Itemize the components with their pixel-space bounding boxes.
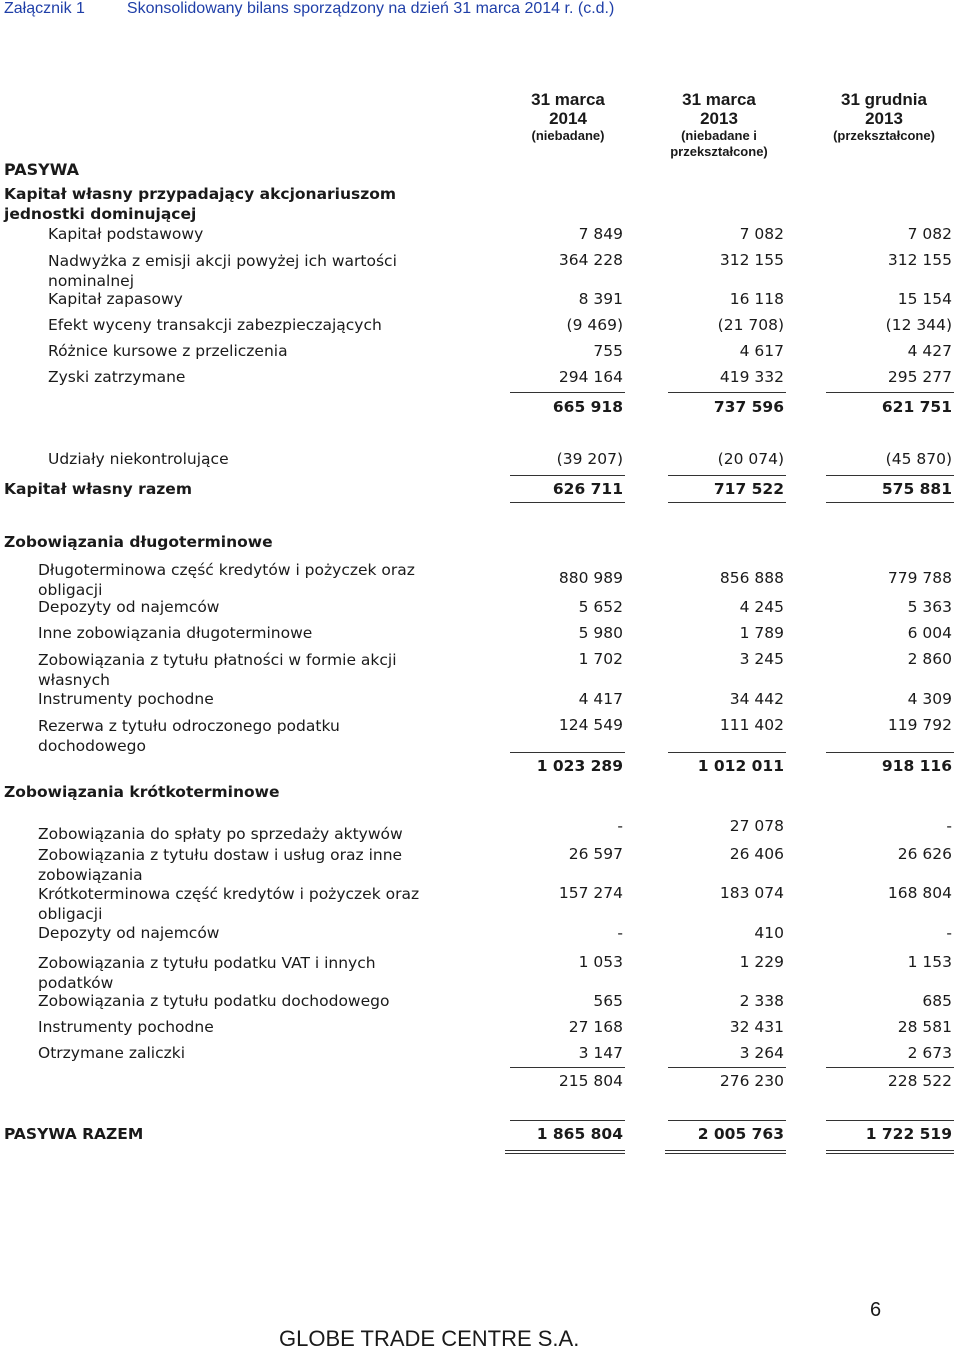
document-title: Skonsolidowany bilans sporządzony na dzień 31 marca 2014 r. (c.d.) <box>126 0 615 17</box>
value-2013-03: 1 012 011 <box>697 757 784 775</box>
value-2013-03: 183 074 <box>719 884 784 902</box>
value-2014-03: 7 849 <box>578 225 623 243</box>
value-2013-03: 4 617 <box>739 342 784 360</box>
value-2013-03: 3 245 <box>739 650 784 668</box>
value-2013-03: 26 406 <box>729 845 784 863</box>
rule <box>826 1120 954 1121</box>
value-2013-03: 3 264 <box>739 1044 784 1062</box>
value-2014-03: 565 <box>593 992 623 1010</box>
value-2014-03: 626 711 <box>552 480 623 498</box>
value-2014-03: 1 023 289 <box>536 757 623 775</box>
double-rule <box>826 1150 954 1154</box>
rule <box>826 752 954 753</box>
row-label: Zobowiązania do spłaty po sprzedaży aktywów <box>38 825 403 843</box>
rule <box>668 752 786 753</box>
rule <box>668 1120 786 1121</box>
row-label: Zyski zatrzymane <box>48 368 186 386</box>
column-2-note: (niebadane i przekształcone) <box>670 128 768 159</box>
value-2013-12: 119 792 <box>887 716 952 734</box>
column-1-note: (niebadane) <box>531 128 605 143</box>
value-2014-03: 294 164 <box>558 368 623 386</box>
value-2013-03: 27 078 <box>729 817 784 835</box>
pasywa-heading: PASYWA <box>4 160 80 179</box>
rule <box>826 475 954 476</box>
value-2013-12: 6 004 <box>907 624 952 642</box>
row-label: Depozyty od najemców <box>38 924 220 942</box>
row-label: Zobowiązania z tytułu podatku VAT i innych podatków <box>38 954 376 992</box>
row-label: Instrumenty pochodne <box>38 1018 214 1036</box>
value-2013-12: 621 751 <box>881 398 952 416</box>
page-number: 6 <box>870 1299 882 1321</box>
value-2013-12: 685 <box>922 992 952 1010</box>
page-header <box>4 0 614 18</box>
value-2013-03: 419 332 <box>719 368 784 386</box>
value-2014-03: 215 804 <box>558 1072 623 1090</box>
value-2013-12: 228 522 <box>887 1072 952 1090</box>
value-2013-12: - <box>946 924 952 942</box>
row-label: Krótkoterminowa część kredytów i pożyczek oraz obligacji <box>38 885 420 923</box>
value-2014-03: 755 <box>593 342 623 360</box>
st-section-heading: Zobowiązania krótkoterminowe <box>4 783 280 801</box>
row-label: Efekt wyceny transakcji zabezpieczających <box>48 316 382 334</box>
value-2013-12: 312 155 <box>887 251 952 269</box>
column-3-line1: 31 grudnia <box>841 90 927 109</box>
rule <box>668 475 786 476</box>
row-label: Udziały niekontrolujące <box>48 450 229 468</box>
value-2013-12: 575 881 <box>881 480 952 498</box>
column-header-1 <box>508 90 628 144</box>
value-2014-03: 27 168 <box>568 1018 623 1036</box>
value-2013-03: 32 431 <box>729 1018 784 1036</box>
value-2013-12: 779 788 <box>887 569 952 587</box>
value-2013-12: 4 309 <box>907 690 952 708</box>
value-2013-12: (12 344) <box>885 316 952 334</box>
value-2014-03: 364 228 <box>558 251 623 269</box>
value-2014-03: 124 549 <box>558 716 623 734</box>
rule <box>510 752 625 753</box>
value-2014-03: - <box>617 924 623 942</box>
value-2013-12: 918 116 <box>881 757 952 775</box>
value-2013-03: 312 155 <box>719 251 784 269</box>
value-2013-03: 276 230 <box>719 1072 784 1090</box>
double-rule <box>505 1150 625 1154</box>
value-2014-03: 880 989 <box>558 569 623 587</box>
value-2014-03: 26 597 <box>568 845 623 863</box>
row-label: Zobowiązania z tytułu podatku dochodowego <box>38 992 390 1010</box>
value-2014-03: 665 918 <box>552 398 623 416</box>
column-header-2 <box>652 90 786 160</box>
value-2013-03: 2 338 <box>739 992 784 1010</box>
value-2013-03: 410 <box>754 924 784 942</box>
row-label: Kapitał własny razem <box>4 480 192 498</box>
value-2014-03: (9 469) <box>566 316 623 334</box>
value-2013-12: (45 870) <box>885 450 952 468</box>
value-2013-03: 1 229 <box>739 953 784 971</box>
value-2013-03: 4 245 <box>739 598 784 616</box>
value-2014-03: 8 391 <box>578 290 623 308</box>
value-2013-12: 15 154 <box>897 290 952 308</box>
value-2014-03: 1 702 <box>578 650 623 668</box>
rule <box>668 392 786 393</box>
value-2013-12: 295 277 <box>887 368 952 386</box>
rule <box>510 1067 625 1068</box>
value-2013-12: 28 581 <box>897 1018 952 1036</box>
row-label: Kapitał podstawowy <box>48 225 204 243</box>
value-2013-12: 1 153 <box>907 953 952 971</box>
value-2013-03: 1 789 <box>739 624 784 642</box>
row-label: Zobowiązania z tytułu dostaw i usług oraz inne zobowiązania <box>38 846 403 884</box>
value-2014-03: 1 053 <box>578 953 623 971</box>
value-2013-03: 111 402 <box>719 716 784 734</box>
column-header-3 <box>810 90 958 144</box>
value-2013-03: 856 888 <box>719 569 784 587</box>
rule <box>510 475 625 476</box>
rule <box>510 392 625 393</box>
value-2013-12: 4 427 <box>907 342 952 360</box>
value-2013-03: 2 005 763 <box>697 1125 784 1143</box>
rule <box>826 502 954 503</box>
lt-section-heading: Zobowiązania długoterminowe <box>4 533 273 551</box>
value-2014-03: 157 274 <box>558 884 623 902</box>
attachment-label: Załącznik 1 <box>4 0 85 17</box>
rule <box>668 502 786 503</box>
column-3-note: (przekształcone) <box>833 128 935 143</box>
rule <box>826 1067 954 1068</box>
value-2013-12: 168 804 <box>887 884 952 902</box>
value-2013-12: 5 363 <box>907 598 952 616</box>
value-2013-12: 26 626 <box>897 845 952 863</box>
value-2013-12: 2 860 <box>907 650 952 668</box>
value-2014-03: 3 147 <box>578 1044 623 1062</box>
value-2013-03: (20 074) <box>717 450 784 468</box>
value-2014-03: 1 865 804 <box>536 1125 623 1143</box>
rule <box>510 502 625 503</box>
value-2013-12: 2 673 <box>907 1044 952 1062</box>
row-label: PASYWA RAZEM <box>4 1125 144 1143</box>
column-1-line2: 2014 <box>549 109 587 128</box>
column-1-line1: 31 marca <box>531 90 605 109</box>
row-label: Różnice kursowe z przeliczenia <box>48 342 288 360</box>
equity-section-heading: Kapitał własny przypadający akcjonariuszom jednostki dominującej <box>4 185 397 223</box>
row-label: Depozyty od najemców <box>38 598 220 616</box>
value-2014-03: 5 980 <box>578 624 623 642</box>
row-label: Kapitał zapasowy <box>48 290 183 308</box>
double-rule <box>665 1150 786 1154</box>
rule <box>826 392 954 393</box>
value-2013-03: (21 708) <box>717 316 784 334</box>
rule <box>510 1120 625 1121</box>
value-2013-03: 7 082 <box>739 225 784 243</box>
value-2013-03: 34 442 <box>729 690 784 708</box>
value-2014-03: 4 417 <box>578 690 623 708</box>
value-2014-03: (39 207) <box>556 450 623 468</box>
company-name: GLOBE TRADE CENTRE S.A. <box>279 1326 580 1351</box>
row-label: Długoterminowa część kredytów i pożyczek oraz obligacji <box>38 561 415 599</box>
value-2013-12: 1 722 519 <box>865 1125 952 1143</box>
value-2013-12: 7 082 <box>907 225 952 243</box>
rule <box>668 1067 786 1068</box>
value-2013-03: 717 522 <box>713 480 784 498</box>
row-label: Inne zobowiązania długoterminowe <box>38 624 313 642</box>
column-2-line1: 31 marca <box>682 90 756 109</box>
row-label: Instrumenty pochodne <box>38 690 214 708</box>
value-2014-03: 5 652 <box>578 598 623 616</box>
value-2013-12: - <box>946 817 952 835</box>
column-2-line2: 2013 <box>700 109 738 128</box>
column-3-line2: 2013 <box>865 109 903 128</box>
value-2013-03: 16 118 <box>729 290 784 308</box>
row-label: Rezerwa z tytułu odroczonego podatku dochodowego <box>38 717 340 755</box>
value-2013-03: 737 596 <box>713 398 784 416</box>
row-label: Nadwyżka z emisji akcji powyżej ich wartości nominalnej <box>48 252 397 290</box>
value-2014-03: - <box>617 817 623 835</box>
row-label: Zobowiązania z tytułu płatności w formie akcji własnych <box>38 651 397 689</box>
row-label: Otrzymane zaliczki <box>38 1044 186 1062</box>
